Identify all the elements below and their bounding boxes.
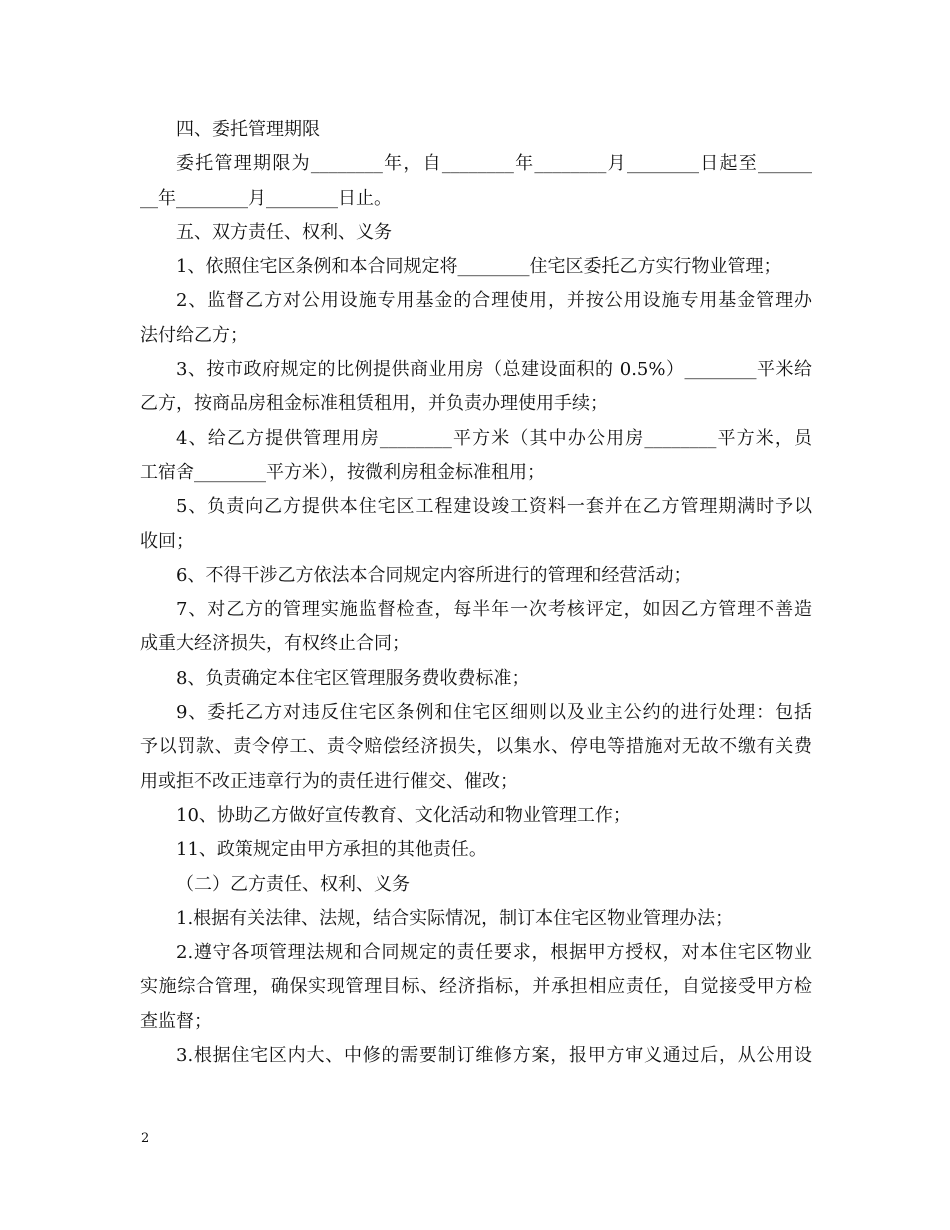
text-line: 11、政策规定由甲方承担的其他责任。 [176,839,487,861]
text-line: 10、协助乙方做好宣传教育、文化活动和物业管理工作； [176,804,631,826]
text-line: 查监督； [140,1010,212,1032]
text-line: 3、按市政府规定的比例提供商业用房（总建设面积的 0.5%）________平米给 [176,359,812,381]
text-line: 3.根据住宅区内大、中修的需要制订维修方案，报甲方审义通过后，从公用设 [176,1045,812,1067]
text-line: 予以罚款、责令停工、责令赔偿经济损失，以集水、停电等措施对无故不缴有关费 [140,736,812,758]
text-line: 1.根据有关法律、法规，结合实际情况，制订本住宅区物业管理办法； [176,907,734,929]
text-line: 7、对乙方的管理实施监督检查，每半年一次考核评定，如因乙方管理不善造 [176,599,812,621]
page-number: 2 [141,1131,150,1146]
text-line: 工宿舍________平方米），按微利房租金标准租用； [140,461,545,483]
text-line: 收回； [140,530,194,552]
text-line: 用或拒不改正违章行为的责任进行催交、催改； [140,770,518,792]
text-line: 8、负责确定本住宅区管理服务费收费标准； [176,667,530,689]
text-line: 9、委托乙方对违反住宅区条例和住宅区细则以及业主公约的进行处理：包括 [176,702,812,724]
section-heading-party-b-duties: （二）乙方责任、权利、义务 [176,873,410,895]
text-line: 4、给乙方提供管理用房________平方米（其中办公用房________平方米，员 [176,427,812,449]
text-line: 法付给乙方； [140,324,248,346]
text-line: 5、负责向乙方提供本住宅区工程建设竣工资料一套并在乙方管理期满时予以 [176,496,812,518]
text-line: 实施综合管理，确保实现管理目标、经济指标，并承担相应责任，自觉接受甲方检 [140,976,812,998]
document-body [140,113,812,1073]
text-line: 委托管理期限为________年，自________年________月________日起至______ [176,153,812,175]
section-heading-management-term: 四、委托管理期限 [176,119,320,140]
text-line: 2.遵守各项管理法规和合同规定的责任要求，根据甲方授权，对本住宅区物业 [176,942,812,964]
text-line: 2、监督乙方对公用设施专用基金的合理使用，并按公用设施专用基金管理办 [176,290,812,312]
text-line: 6、不得干涉乙方依法本合同规定内容所进行的管理和经营活动； [176,564,692,586]
text-line: 成重大经济损失，有权终止合同； [140,633,410,655]
text-line: 乙方，按商品房租金标准租赁租用，并负责办理使用手续； [140,393,608,415]
text-line: __年________月________日止。 [140,187,392,209]
text-line: 1、依照住宅区条例和本合同规定将________住宅区委托乙方实行物业管理； [176,256,782,278]
section-heading-duties: 五、双方责任、权利、义务 [176,221,392,243]
